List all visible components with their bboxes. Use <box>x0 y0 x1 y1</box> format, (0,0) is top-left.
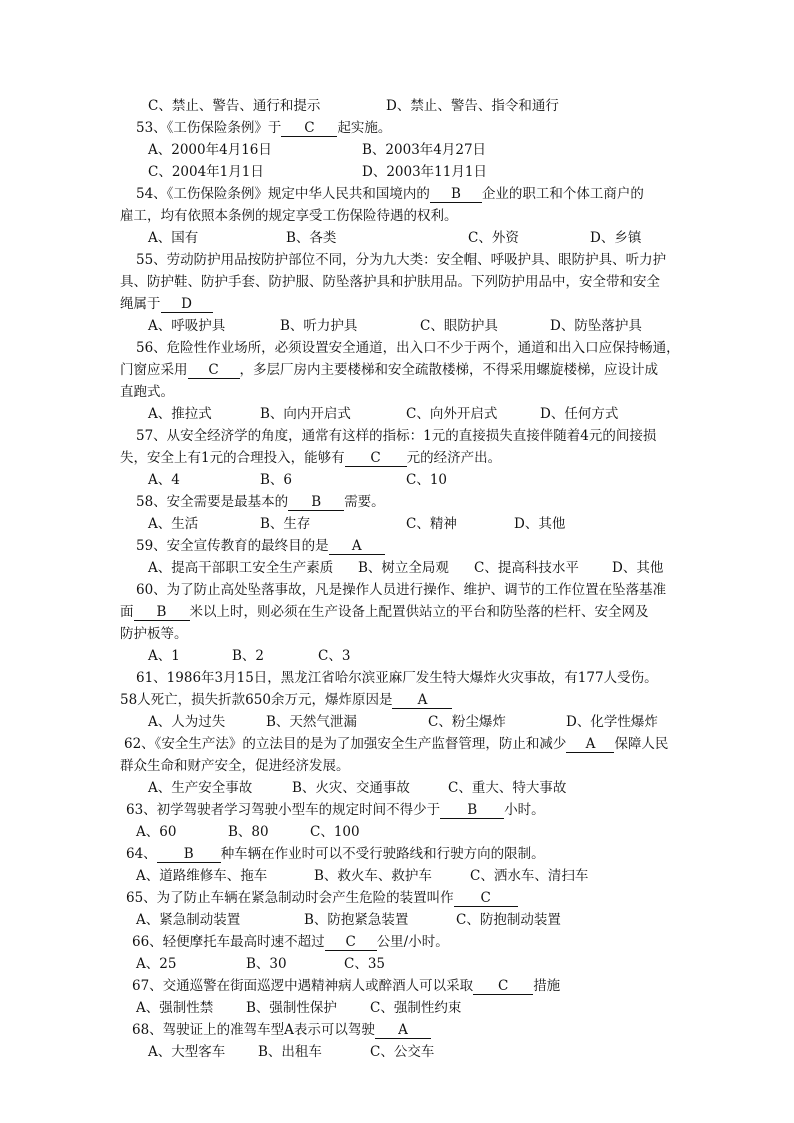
answer-blank: B <box>430 186 482 203</box>
question-61: 61、1986年3月15日，黑龙江省哈尔滨亚麻厂发生特大爆炸火灾事故，有177人受伤。 <box>136 670 658 686</box>
answer-blank: B <box>134 604 190 621</box>
answer-blank: C <box>454 890 518 907</box>
option-c: C、洒水车、清扫车 <box>470 868 589 884</box>
question-66: 66、轻便摩托车最高时速不超过 C 公里/小时。 <box>132 934 449 950</box>
option-b: B、天然气泄漏 <box>266 714 357 730</box>
question-54: 54、《工伤保险条例》规定中华人民共和国境内的 B 企业的职工和个体工商户的 <box>136 186 644 202</box>
option-c: C、眼防护具 <box>420 318 498 334</box>
question-62-cont: 群众生命和财产安全，促进经济发展。 <box>120 758 350 774</box>
option-c: C、10 <box>406 472 448 488</box>
option-b: B、生存 <box>260 516 311 532</box>
option-a: A、生产安全事故 <box>148 780 253 796</box>
question-53: 53、《工伤保险条例》于 C 起实施。 <box>136 120 392 136</box>
option-c: C、35 <box>344 956 386 972</box>
question-59: 59、安全宣传教育的最终目的是 A <box>136 536 385 556</box>
question-55-cont: 绳属于 D <box>120 294 213 314</box>
option-b: B、各类 <box>286 230 337 246</box>
option-a: A、推拉式 <box>148 406 212 422</box>
option-b: B、30 <box>246 956 287 972</box>
option-c: C、3 <box>318 648 351 664</box>
option-b: B、出租车 <box>258 1044 322 1060</box>
answer-blank: A <box>566 736 614 753</box>
option-c: C、防抱制动装置 <box>456 912 561 928</box>
option-b: B、救火车、救护车 <box>314 868 432 884</box>
option-b: B、6 <box>260 472 293 488</box>
answer-blank: B <box>157 846 221 863</box>
question-54-cont: 雇工，均有依照本条例的规定享受工伤保险待遇的权利。 <box>120 208 458 224</box>
question-65: 65、为了防止车辆在紧急制动时会产生危险的装置叫作 C <box>126 888 518 908</box>
option-b: B、向内开启式 <box>260 406 351 422</box>
option-c: C、向外开启式 <box>406 406 498 422</box>
option-a: A、25 <box>136 956 177 972</box>
option-d: D、其他 <box>612 560 664 576</box>
option-a: A、1 <box>148 648 180 664</box>
option-a: A、2000年4月16日 <box>148 142 272 158</box>
option-d: D、禁止、警告、指令和通行 <box>386 98 559 114</box>
option-c: C、100 <box>310 824 360 840</box>
answer-blank: C <box>473 978 533 995</box>
answer-blank: C <box>345 450 407 467</box>
question-58: 58、安全需要是最基本的 B 需要。 <box>136 494 385 510</box>
option-b: B、强制性保护 <box>246 1000 337 1016</box>
option-b: B、80 <box>228 824 269 840</box>
option-a: A、人为过失 <box>148 714 226 730</box>
question-62: 62、《安全生产法》的立法目的是为了加强安全生产监督管理，防止和减少 A 保障人民 <box>124 736 669 752</box>
question-55-cont: 具、防护鞋、防护手套、防护服、防坠落护具和护肤用品。下列防护用品中，安全带和安全 <box>120 274 660 290</box>
question-60-cont: 防护板等。 <box>120 626 188 642</box>
option-a: A、4 <box>148 472 180 488</box>
option-a: A、生活 <box>148 516 199 532</box>
question-63: 63、初学驾驶者学习驾驶小型车的规定时间不得少于 B 小时。 <box>126 802 545 818</box>
question-68: 68、驾驶证上的准驾车型A表示可以驾驶 A <box>132 1020 431 1040</box>
option-c: C、提高科技水平 <box>474 560 579 576</box>
question-60: 60、为了防止高处坠落事故，凡是操作人员进行操作、维护、调节的工作位置在坠落基准 <box>136 582 667 598</box>
answer-blank: C <box>188 362 240 379</box>
option-a: A、强制性禁 <box>136 1000 214 1016</box>
option-c: C、2004年1月1日 <box>148 164 264 180</box>
answer-blank: A <box>375 1022 431 1039</box>
option-c: C、公交车 <box>370 1044 435 1060</box>
question-56-cont: 直跑式。 <box>120 384 174 400</box>
option-d: D、2003年11月1日 <box>362 164 487 180</box>
question-60-cont: 面 B 米以上时，则必须在生产设备上配置供站立的平台和防坠落的栏杆、安全网及 <box>120 604 649 620</box>
answer-blank: A <box>392 692 452 709</box>
answer-blank: B <box>288 494 344 511</box>
option-a: A、60 <box>136 824 177 840</box>
option-c: C、精神 <box>406 516 457 532</box>
option-a: A、国有 <box>148 230 199 246</box>
option-b: B、2 <box>232 648 265 664</box>
option-a: A、大型客车 <box>148 1044 226 1060</box>
option-b: B、火灾、交通事故 <box>292 780 410 796</box>
question-57: 57、从安全经济学的角度，通常有这样的指标：1元的直接损失直接伴随着4元的间接损 <box>136 428 657 444</box>
question-57-cont: 失，安全上有1元的合理投入，能够有 C 元的经济产出。 <box>120 450 502 466</box>
option-b: B、听力护具 <box>280 318 358 334</box>
question-61-cont: 58人死亡，损失折款650余万元，爆炸原因是 A <box>120 690 452 710</box>
option-c: C、强制性约束 <box>370 1000 462 1016</box>
option-c: C、重大、特大事故 <box>448 780 567 796</box>
question-56-cont: 门窗应采用 C ，多层厂房内主要楼梯和安全疏散楼梯，不得采用螺旋楼梯，应设计成 <box>120 362 658 378</box>
option-c: C、粉尘爆炸 <box>428 714 506 730</box>
answer-blank: B <box>440 802 504 819</box>
answer-blank: C <box>281 120 337 137</box>
option-a: A、紧急制动装置 <box>136 912 241 928</box>
option-d: D、任何方式 <box>540 406 619 422</box>
option-a: A、提高干部职工安全生产素质 <box>148 560 334 576</box>
option-b: B、防抱紧急装置 <box>304 912 409 928</box>
option-d: D、乡镇 <box>590 230 642 246</box>
question-64: 64、 B 种车辆在作业时可以不受行驶路线和行驶方向的限制。 <box>126 846 545 862</box>
answer-blank: C <box>325 934 377 951</box>
option-b: B、2003年4月27日 <box>362 142 487 158</box>
option-c: C、禁止、警告、通行和提示 <box>148 98 321 114</box>
answer-blank: D <box>161 296 213 313</box>
option-b: B、树立全局观 <box>358 560 449 576</box>
question-56: 56、危险性作业场所，必须设置安全通道，出入口不少于两个，通道和出入口应保持畅通， <box>136 340 680 356</box>
option-a: A、呼吸护具 <box>148 318 226 334</box>
option-a: A、道路维修车、拖车 <box>136 868 268 884</box>
option-d: D、化学性爆炸 <box>566 714 658 730</box>
question-67: 67、交通巡警在街面巡逻中遇精神病人或醉酒人可以采取 C 措施 <box>132 978 561 994</box>
option-c: C、外资 <box>468 230 519 246</box>
question-55: 55、劳动防护用品按防护部位不同，分为九大类：安全帽、呼吸护具、眼防护具、听力护 <box>136 252 667 268</box>
option-d: D、其他 <box>514 516 566 532</box>
option-d: D、防坠落护具 <box>550 318 642 334</box>
answer-blank: A <box>329 538 385 555</box>
